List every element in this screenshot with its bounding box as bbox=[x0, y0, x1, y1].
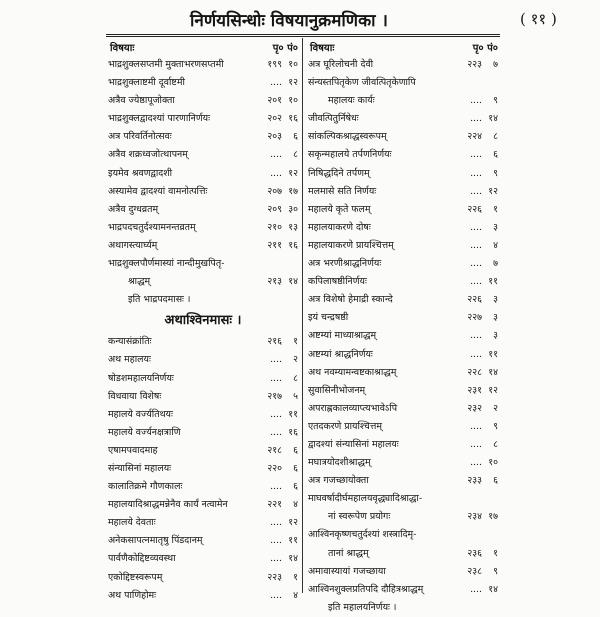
entry-subject: कन्यासंक्रांतिः bbox=[108, 336, 152, 348]
entry-subject: नां स्वरूपेण प्रयोगः bbox=[328, 511, 391, 523]
entry-subject: महालयः कार्यः bbox=[328, 95, 375, 107]
entry-page: २२६ bbox=[467, 203, 482, 215]
entry-line: ३ bbox=[493, 221, 498, 233]
entry-line: ११ bbox=[288, 535, 298, 547]
entry-page: २२८ bbox=[467, 366, 482, 378]
entry-line: ३ bbox=[493, 312, 498, 324]
right-column-header bbox=[306, 38, 500, 56]
header-rule-top bbox=[106, 34, 500, 35]
entry-subject: महालये वर्ज्यनक्षत्राणि bbox=[108, 426, 181, 438]
entry-line: ८ bbox=[293, 372, 298, 384]
index-entry bbox=[306, 128, 500, 146]
index-entry bbox=[106, 146, 300, 164]
entry-page: .... bbox=[470, 221, 482, 233]
index-entry bbox=[106, 569, 300, 587]
entry-page: .... bbox=[470, 239, 482, 251]
entry-page: २२६ bbox=[467, 294, 482, 306]
index-entry bbox=[306, 400, 500, 418]
entry-page: .... bbox=[270, 535, 282, 547]
index-entry bbox=[106, 333, 300, 351]
entry-page: .... bbox=[470, 457, 482, 469]
entry-page: २३२ bbox=[467, 402, 482, 414]
entry-line: १४ bbox=[488, 366, 498, 378]
entry-subject: अष्टम्यां माध्याश्राद्धम् bbox=[308, 330, 377, 342]
entry-subject: अत्र परिवर्तिनोत्सवः bbox=[108, 131, 172, 143]
entry-subject: संन्यस्तपितृकेण जीवत्पितृकेणापि bbox=[308, 77, 416, 89]
entry-page: .... bbox=[470, 185, 482, 197]
entry-line: ५ bbox=[293, 390, 298, 402]
entry-subject: अथ नवम्यामन्वष्टकाश्राद्धम् bbox=[308, 366, 397, 378]
index-entry bbox=[106, 128, 300, 146]
entry-subject: महालये कृते फलम् bbox=[308, 203, 371, 215]
index-entry bbox=[306, 273, 500, 291]
index-entry bbox=[306, 418, 500, 436]
entry-page: २०२ bbox=[267, 113, 282, 125]
entry-line: ९ bbox=[493, 167, 498, 179]
index-entry bbox=[306, 165, 500, 183]
entry-subject: अत्रैव दुग्धव्रतम् bbox=[108, 203, 159, 215]
entry-page: .... bbox=[270, 354, 282, 366]
entry-line: ९ bbox=[493, 420, 498, 432]
entry-subject: द्वादश्यां संन्यासिनां महालयः bbox=[308, 438, 399, 450]
entry-line: १६ bbox=[288, 239, 298, 251]
index-entry bbox=[306, 490, 500, 508]
entry-subject: इति भाद्रपदमासः । bbox=[128, 294, 191, 306]
entry-subject: अत्र भरणीश्राद्धनिर्णयः bbox=[308, 258, 382, 270]
header-rule-bottom bbox=[106, 36, 500, 37]
entry-subject: श्राद्धम् bbox=[128, 276, 151, 288]
entry-line: ४ bbox=[293, 589, 298, 601]
entry-subject: विधवाया विशेषः bbox=[108, 390, 162, 402]
entry-line: ८ bbox=[493, 438, 498, 450]
entry-page: २३६ bbox=[467, 547, 482, 559]
entry-line: १ bbox=[493, 547, 498, 559]
entry-line: १ bbox=[293, 336, 298, 348]
entry-line: १२ bbox=[288, 167, 298, 179]
entry-line: १० bbox=[288, 59, 298, 70]
entry-page: .... bbox=[470, 258, 482, 270]
index-entry bbox=[106, 74, 300, 92]
entry-line: १२ bbox=[288, 77, 298, 89]
entry-line: ११ bbox=[288, 408, 298, 420]
right-entry-list bbox=[306, 56, 500, 617]
entry-subject: अथ पाणिहोमः bbox=[108, 589, 156, 601]
index-entry bbox=[306, 364, 500, 382]
entry-subject: भाद्रपदचतुर्दश्यामनन्तव्रतम् bbox=[108, 221, 196, 233]
entry-line: १३ bbox=[288, 221, 298, 233]
entry-page: २२४ bbox=[467, 131, 482, 143]
entry-page: २३४ bbox=[467, 511, 482, 523]
left-column-header bbox=[106, 38, 300, 56]
index-entry bbox=[106, 183, 300, 201]
entry-line: १ bbox=[493, 203, 498, 215]
entry-subject: मलमासे सति निर्णयः bbox=[308, 185, 377, 197]
index-entry bbox=[106, 219, 300, 237]
entry-subject: भाद्रशुक्लाष्टमी दूर्वाष्टमी bbox=[108, 77, 185, 89]
entry-page: २०३ bbox=[267, 131, 282, 143]
entry-page: १९९ bbox=[267, 59, 282, 70]
entry-page: २२० bbox=[267, 462, 282, 474]
entry-page: .... bbox=[470, 113, 482, 125]
entry-page: २०७ bbox=[267, 185, 282, 197]
entry-line: १० bbox=[288, 95, 298, 107]
entry-line: १६ bbox=[288, 113, 298, 125]
entry-page: .... bbox=[470, 95, 482, 107]
entry-line: १६ bbox=[288, 426, 298, 438]
entry-page: .... bbox=[270, 481, 282, 493]
entry-line: १७ bbox=[488, 511, 498, 523]
entry-line: ६ bbox=[493, 475, 498, 487]
entry-line: २ bbox=[493, 402, 498, 414]
entry-subject: महालयादिश्राद्धमन्नेनैव कार्यं नत्वामेन bbox=[108, 499, 228, 511]
index-entry bbox=[106, 514, 300, 532]
subject-heading: विषयाः bbox=[110, 43, 135, 54]
entry-page: २०१ bbox=[267, 95, 282, 107]
entry-subject: अथ महालयः bbox=[108, 354, 151, 366]
entry-line: ८ bbox=[493, 131, 498, 143]
entry-page: २११ bbox=[267, 239, 282, 251]
entry-line: १ bbox=[293, 571, 298, 583]
entry-line: १४ bbox=[488, 583, 498, 595]
index-entry bbox=[106, 255, 300, 273]
entry-page: .... bbox=[470, 149, 482, 161]
entry-page: .... bbox=[270, 517, 282, 529]
index-entry bbox=[306, 436, 500, 454]
entry-line: १७ bbox=[288, 185, 298, 197]
entry-subject: भाद्रशुक्लसप्तमी मुक्ताभरणसप्तमी bbox=[108, 59, 224, 70]
index-entry bbox=[306, 291, 500, 309]
index-entry bbox=[306, 219, 500, 237]
index-entry bbox=[306, 545, 500, 563]
entry-page: .... bbox=[270, 167, 282, 179]
entry-subject: आश्विनशुक्लप्रतिपदि दौहित्रश्राद्धम् bbox=[308, 583, 424, 595]
entry-subject: अत्रैव शक्रध्वजोत्थापनम् bbox=[108, 149, 188, 161]
index-entry bbox=[106, 550, 300, 568]
index-entry bbox=[306, 581, 500, 599]
entry-page: २३१ bbox=[467, 384, 482, 396]
entry-line: १४ bbox=[488, 113, 498, 125]
entry-line: ६ bbox=[493, 149, 498, 161]
entry-line: ४ bbox=[493, 239, 498, 251]
entry-subject: महालये देवताः bbox=[108, 517, 156, 529]
entry-line: १४ bbox=[288, 276, 298, 288]
index-entry bbox=[106, 406, 300, 424]
entry-page: २२३ bbox=[267, 571, 282, 583]
entry-page: .... bbox=[270, 426, 282, 438]
entry-line: ११ bbox=[488, 348, 498, 360]
entry-subject: भाद्रशुक्लद्वादश्यां पारणानिर्णयः bbox=[108, 113, 210, 125]
entry-subject: अथाश्विनमासः । bbox=[164, 313, 242, 329]
index-entry bbox=[306, 201, 500, 219]
entry-line: १२ bbox=[288, 517, 298, 529]
entry-line: ६ bbox=[293, 444, 298, 456]
page-line-heading: पृ० पं० bbox=[272, 43, 298, 54]
entry-page: .... bbox=[270, 77, 282, 89]
column-divider bbox=[302, 38, 303, 593]
index-entry bbox=[306, 526, 500, 544]
entry-page: .... bbox=[470, 438, 482, 450]
index-entry bbox=[306, 110, 500, 128]
entry-page: .... bbox=[470, 583, 482, 595]
entry-line: ३० bbox=[288, 203, 298, 215]
entry-subject: एषामपवादमाह bbox=[108, 444, 158, 456]
subject-heading: विषयाः bbox=[310, 43, 335, 54]
entry-line: ४ bbox=[293, 499, 298, 511]
entry-subject: अत्रैव ज्येष्ठापूजोक्ता bbox=[108, 95, 175, 107]
index-entry bbox=[106, 442, 300, 460]
entry-subject: षोडशमहालयनिर्णयः bbox=[108, 372, 174, 384]
entry-subject: एतदकरणे प्रायश्चित्तम् bbox=[308, 420, 382, 432]
right-column bbox=[306, 38, 500, 613]
entry-subject: एकोद्दिष्टस्वरूपम् bbox=[108, 571, 163, 583]
entry-page: २१६ bbox=[267, 336, 282, 348]
entry-line: १४ bbox=[288, 553, 298, 565]
index-entry bbox=[106, 388, 300, 406]
entry-subject: भाद्रशुक्लपौर्णमास्यां नान्दीमुखपितृ- bbox=[108, 258, 225, 270]
section-heading bbox=[106, 309, 300, 333]
entry-line: ११ bbox=[488, 276, 498, 288]
entry-page: .... bbox=[470, 420, 482, 432]
entry-subject: इति महालयनिर्णयः । bbox=[328, 601, 397, 613]
entry-page: .... bbox=[470, 167, 482, 179]
entry-line: १२ bbox=[488, 384, 498, 396]
index-entry bbox=[106, 201, 300, 219]
entry-subject: मघात्रयोदशीश्राद्धम् bbox=[308, 457, 371, 469]
entry-page: २२३ bbox=[467, 59, 482, 70]
entry-page: २१३ bbox=[267, 276, 282, 288]
page-title: निर्णयसिन्धोः विषयानुक्रमणिका । bbox=[190, 11, 388, 31]
index-entry bbox=[306, 508, 500, 526]
entry-page: .... bbox=[270, 372, 282, 384]
entry-subject: अपराह्णकालव्याप्त्यभावेऽपि bbox=[308, 402, 398, 414]
entry-subject: अथागस्त्यार्घ्यम् bbox=[108, 239, 158, 251]
entry-subject: इयं चन्द्रषष्ठी bbox=[308, 312, 349, 324]
entry-line: ३ bbox=[493, 330, 498, 342]
entry-subject: निषिद्धदिने तर्पणम् bbox=[308, 167, 370, 179]
entry-line: ७ bbox=[493, 59, 498, 70]
entry-subject: संन्यासिनां महालयः bbox=[108, 462, 172, 474]
index-entry bbox=[106, 587, 300, 605]
index-entry bbox=[306, 346, 500, 364]
entry-line: ९ bbox=[493, 95, 498, 107]
entry-page: .... bbox=[470, 348, 482, 360]
entry-subject: अत्र विशेषो हेमाद्री स्कान्दे bbox=[308, 294, 393, 306]
entry-page: २०९ bbox=[267, 203, 282, 215]
index-entry bbox=[106, 237, 300, 255]
left-column bbox=[106, 38, 300, 601]
entry-subject: कपिलाषष्ठीनिर्णयः bbox=[308, 276, 367, 288]
index-entry bbox=[106, 56, 300, 74]
entry-line: ३ bbox=[493, 294, 498, 306]
index-entry bbox=[106, 110, 300, 128]
entry-page: २२७ bbox=[467, 312, 482, 324]
entry-page: २३८ bbox=[467, 565, 482, 577]
index-entry bbox=[306, 472, 500, 490]
page-number: ( ११ ) bbox=[520, 10, 557, 28]
entry-page: .... bbox=[270, 149, 282, 161]
entry-subject: अस्यामेव द्वादश्यां वामनोत्पत्तिः bbox=[108, 185, 208, 197]
entry-subject: इयमेव श्रवणद्वादशी bbox=[108, 167, 173, 179]
entry-subject: अमावास्यायां गजच्छाया bbox=[308, 565, 386, 577]
entry-line: ६ bbox=[293, 462, 298, 474]
entry-page: .... bbox=[270, 553, 282, 565]
entry-page: २१८ bbox=[267, 444, 282, 456]
entry-subject: माघवर्षादीर्घमहालयवृद्ध्यादिश्राद्धा- bbox=[308, 493, 422, 505]
index-entry bbox=[306, 146, 500, 164]
entry-page: .... bbox=[270, 408, 282, 420]
entry-page: २१७ bbox=[267, 390, 282, 402]
index-entry bbox=[106, 165, 300, 183]
entry-subject: सकृन्महालये तर्पणनिर्णयः bbox=[308, 149, 392, 161]
entry-page: २२१ bbox=[267, 499, 282, 511]
entry-subject: महालयाकरणे दोषः bbox=[308, 221, 371, 233]
entry-subject: अत्र गजच्छायोक्ता bbox=[308, 475, 369, 487]
entry-subject: सांकल्पिकश्राद्धस्वरूपम् bbox=[308, 131, 387, 143]
entry-subject: पार्वणैकोद्दिष्टव्यवस्था bbox=[108, 553, 176, 565]
entry-subject: कालातिक्रमे गौणकालः bbox=[108, 481, 183, 493]
entry-page: .... bbox=[270, 589, 282, 601]
entry-page: .... bbox=[470, 330, 482, 342]
index-entry bbox=[306, 309, 500, 327]
entry-line: १० bbox=[488, 457, 498, 469]
index-entry bbox=[306, 327, 500, 345]
index-entry bbox=[106, 273, 300, 291]
index-entry bbox=[306, 183, 500, 201]
entry-line: २ bbox=[293, 354, 298, 366]
entry-subject: अष्टम्यां श्राद्धनिर्णयः bbox=[308, 348, 373, 360]
index-entry bbox=[306, 56, 500, 74]
entry-subject: अत्र घूरिलोचनी देवी bbox=[308, 59, 374, 70]
entry-line: ६ bbox=[293, 481, 298, 493]
entry-line: १२ bbox=[488, 185, 498, 197]
index-entry bbox=[106, 496, 300, 514]
index-entry bbox=[106, 478, 300, 496]
entry-page: .... bbox=[470, 276, 482, 288]
index-entry bbox=[106, 92, 300, 110]
section-end-note bbox=[306, 599, 500, 617]
entry-subject: सुवासिनीभोजनम् bbox=[308, 384, 366, 396]
entry-subject: महालयाकरणे प्रायश्चित्तम् bbox=[308, 239, 394, 251]
index-entry bbox=[106, 370, 300, 388]
entry-subject: आश्विनकृष्णचतुर्दश्यां शस्त्रादिमृ- bbox=[308, 529, 417, 541]
index-entry bbox=[306, 563, 500, 581]
page-header bbox=[0, 6, 600, 32]
entry-subject: अनेकसापत्नमातृषु पिंडदानम् bbox=[108, 535, 203, 547]
index-entry bbox=[306, 382, 500, 400]
page-line-heading: पृ० पं० bbox=[472, 43, 498, 54]
index-entry bbox=[306, 454, 500, 472]
index-entry bbox=[306, 255, 500, 273]
entry-page: २१० bbox=[267, 221, 282, 233]
index-entry bbox=[106, 532, 300, 550]
entry-line: ६ bbox=[293, 131, 298, 143]
entry-line: ९ bbox=[493, 565, 498, 577]
left-entry-list bbox=[106, 56, 300, 605]
index-entry bbox=[306, 74, 500, 92]
entry-subject: महालये वर्ज्यतिथयः bbox=[108, 408, 173, 420]
entry-line: ८ bbox=[293, 149, 298, 161]
index-entry bbox=[106, 460, 300, 478]
index-entry bbox=[106, 351, 300, 369]
index-entry bbox=[106, 424, 300, 442]
entry-page: २३३ bbox=[467, 475, 482, 487]
section-end-note bbox=[106, 291, 300, 309]
entry-subject: तानां श्राद्धम् bbox=[328, 547, 369, 559]
index-entry bbox=[306, 237, 500, 255]
entry-subject: जीवत्पितुर्निषेधः bbox=[308, 113, 359, 125]
entry-line: ७ bbox=[493, 258, 498, 270]
index-entry bbox=[306, 92, 500, 110]
